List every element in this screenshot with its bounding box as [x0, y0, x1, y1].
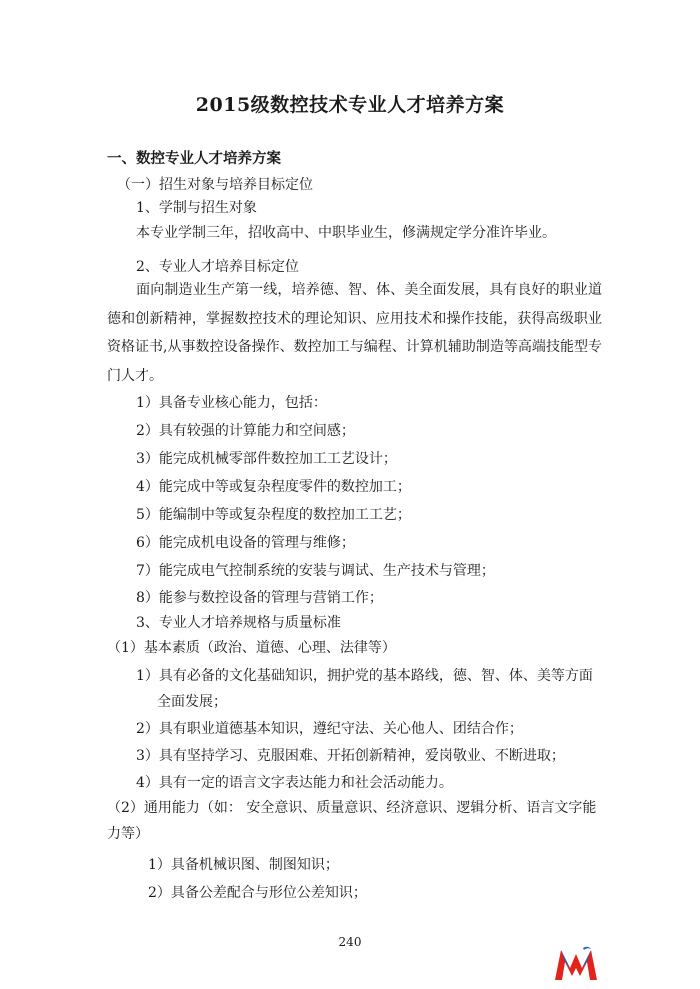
quality-item-2: 2）具有职业道德基本知识，遵纪守法、关心他人、团结合作； [136, 721, 523, 737]
quality-heading-2-line-1: （2）通用能力（如： 安全意识、质量意识、经济意识、逻辑分析、语言文字能 [107, 800, 597, 816]
ability-item-5: 5）能编制中等或复杂程度的数控加工工艺； [136, 507, 411, 523]
general-ability-item-2: 2）具备公差配合与形位公差知识； [148, 885, 367, 901]
ability-item-2: 2）具有较强的计算能力和空间感； [136, 423, 355, 439]
quality-item-1-line-2: 全面发展； [157, 694, 227, 710]
quality-item-1-line-1: 1）具有必备的文化基础知识，拥护党的基本路线，德、智、体、美等方面 [136, 668, 593, 684]
subsection-heading-1: （一）招生对象与培养目标定位 [117, 177, 313, 193]
item-heading-1: 1、学制与招生对象 [136, 200, 257, 216]
ability-item-4: 4）能完成中等或复杂程度零件的数控加工； [136, 479, 411, 495]
quality-item-4: 4）具有一定的语言文字表达能力和社会活动能力。 [136, 775, 453, 791]
quality-heading-2-line-2: 力等） [107, 826, 149, 842]
document-title: 2015级数控技术专业人才培养方案 [195, 94, 505, 116]
quality-heading-1: （1）基本素质（政治、道德、心理、法律等） [107, 640, 396, 656]
item-heading-2: 2、专业人才培养目标定位 [136, 259, 299, 275]
ability-item-3: 3）能完成机械零部件数控加工工艺设计； [136, 451, 397, 467]
ability-item-1: 1）具备专业核心能力，包括： [136, 395, 327, 411]
quality-item-3: 3）具有坚持学习、克服困难、开拓创新精神，爱岗敬业、不断进取； [136, 748, 565, 764]
item-heading-3: 3、专业人才培养规格与质量标准 [136, 615, 341, 631]
item-text-1: 本专业学制三年，招收高中、中职毕业生，修满规定学分准许毕业。 [136, 225, 556, 241]
ability-item-7: 7）能完成电气控制系统的安装与调试、生产技术与管理； [136, 563, 495, 579]
ability-item-8: 8）能参与数控设备的管理与营销工作； [136, 590, 383, 606]
item-text-2 [107, 276, 602, 390]
page-number: 240 [338, 935, 362, 949]
ability-item-6: 6）能完成机电设备的管理与维修； [136, 535, 355, 551]
publisher-logo-icon [553, 946, 599, 982]
general-ability-item-1: 1）具备机械识图、制图知识； [148, 857, 339, 873]
section-heading-1: 一、数控专业人才培养方案 [107, 150, 281, 167]
item-text-2-body: 面向制造业生产第一线，培养德、智、体、美全面发展，具有良好的职业道德和创新精神，掌握数控技术的理论知识、应用技术和操作技能，获得高级职业资格证书,从事数控设备操作、数控加工与编程、计算机辅助制造等高端技能型专门人才。 [107, 282, 602, 384]
